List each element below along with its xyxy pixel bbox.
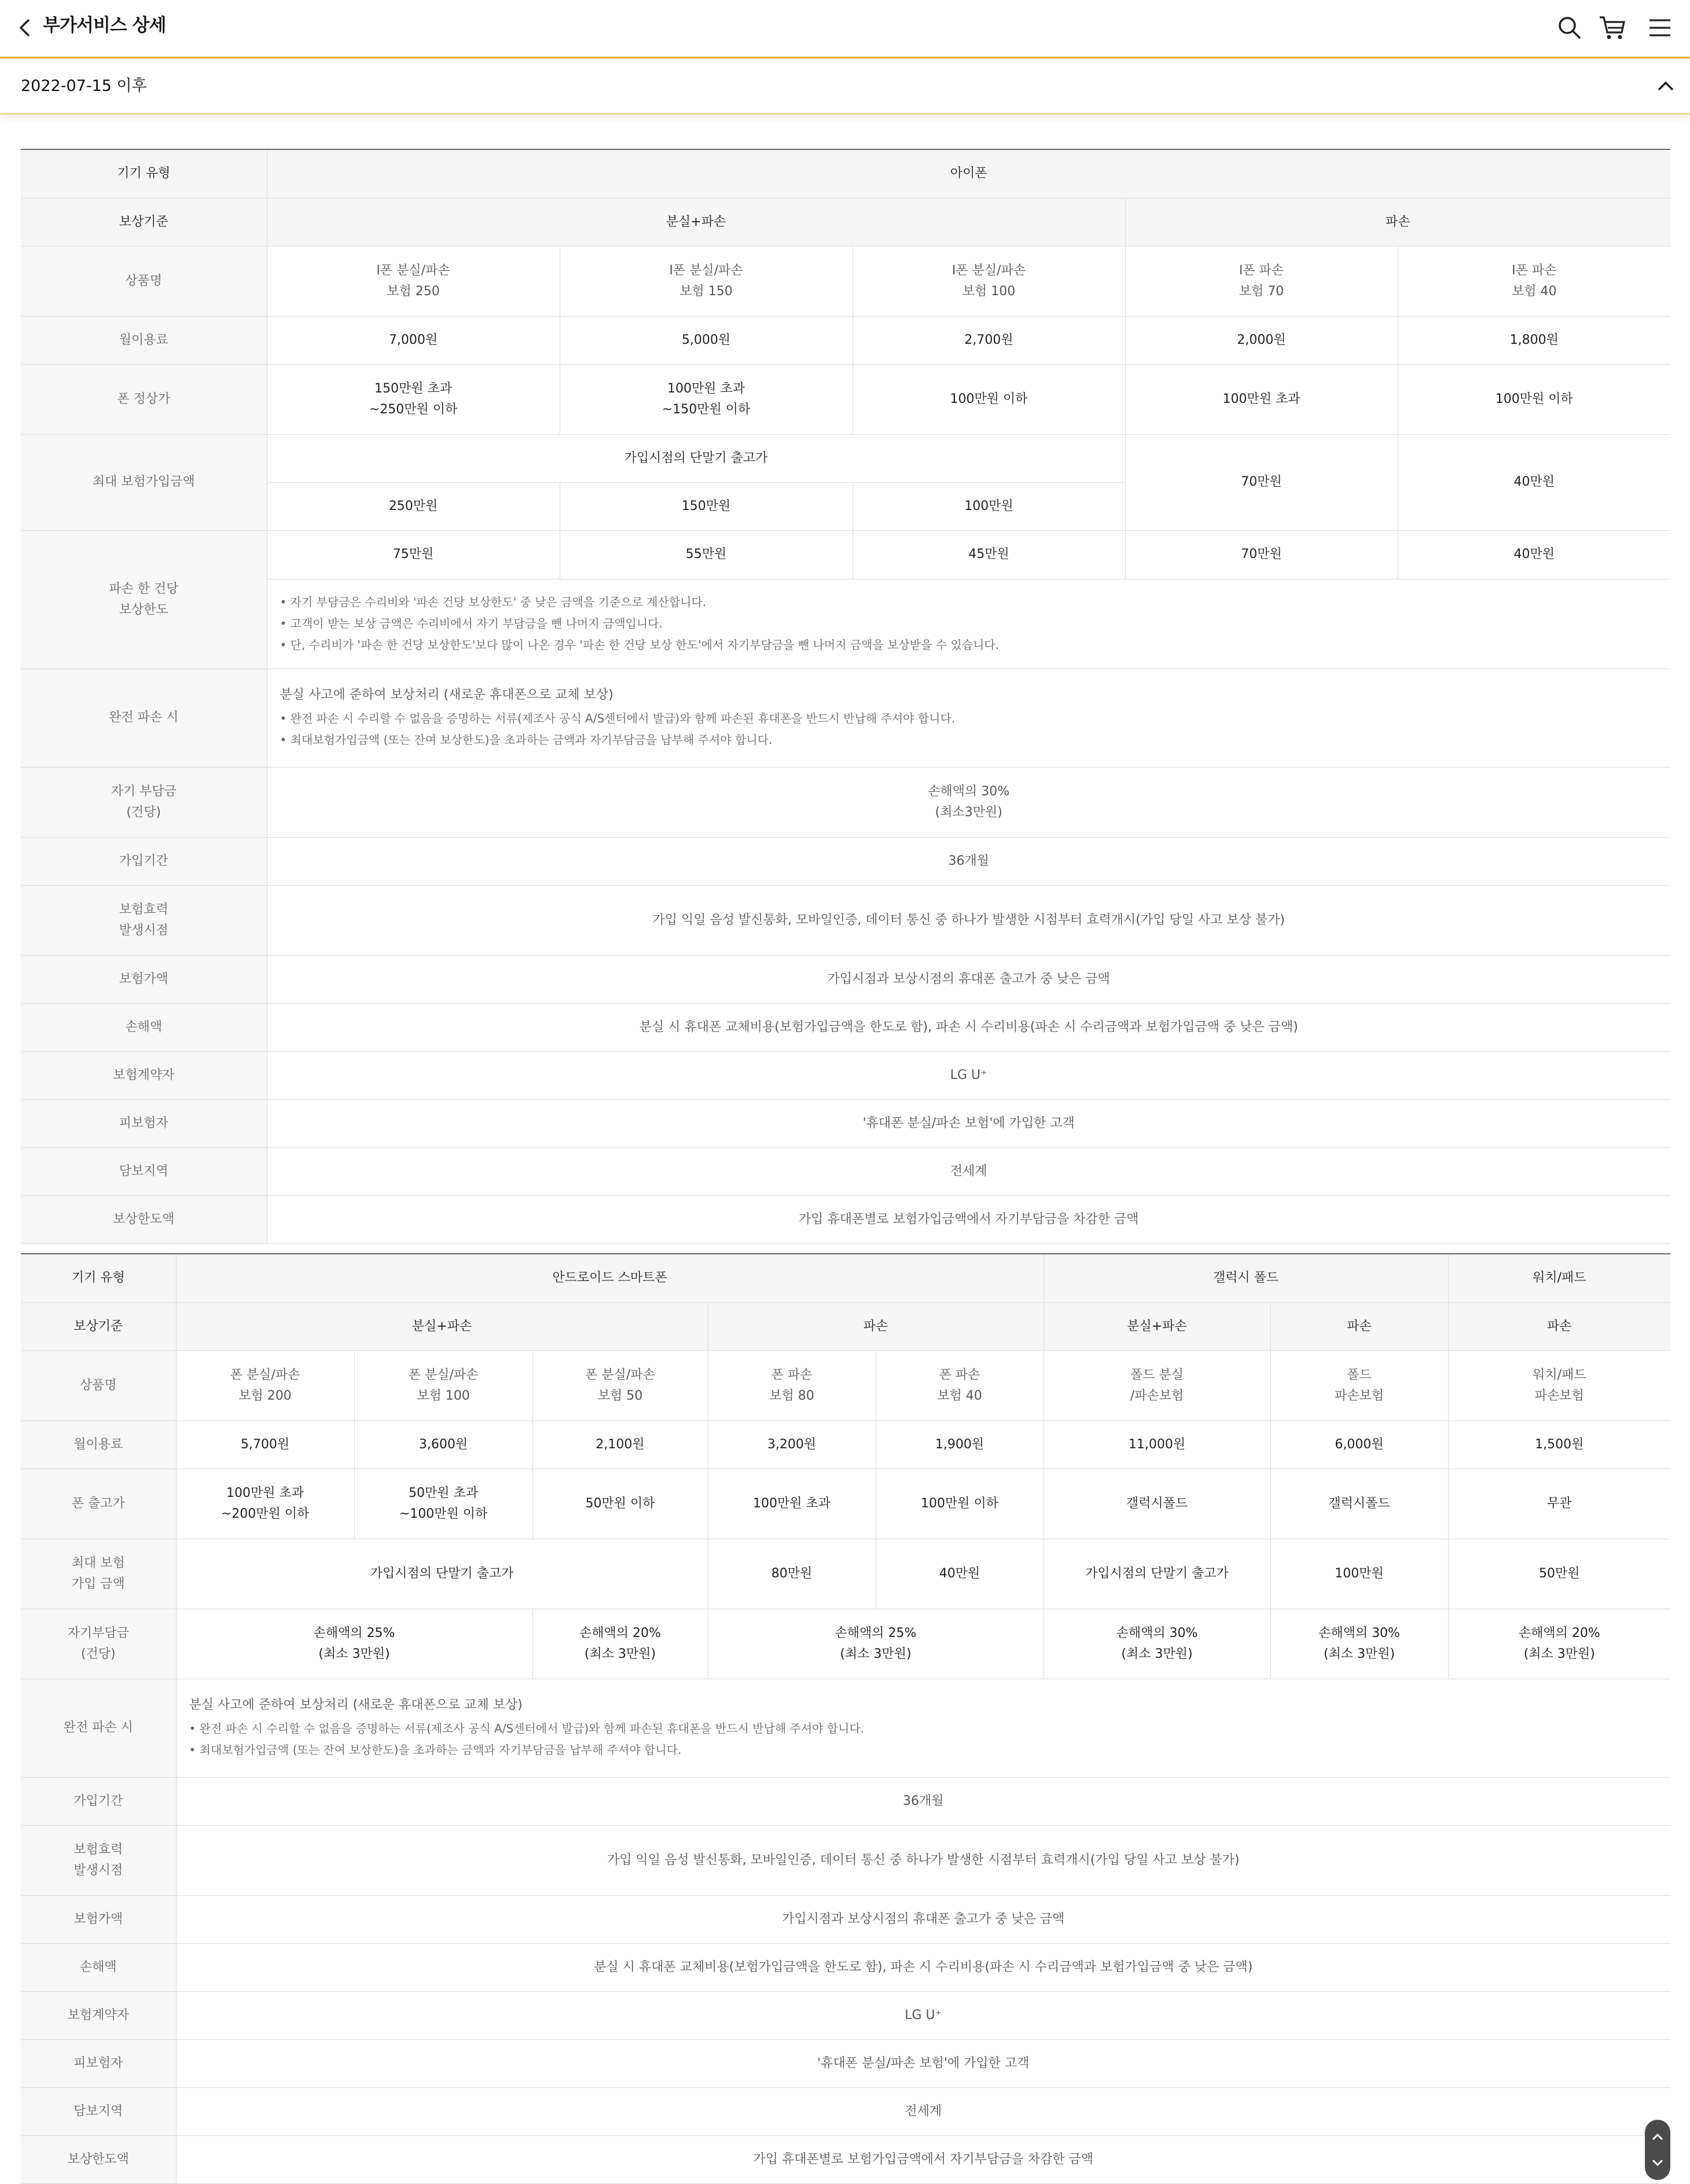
- phone-price: 100만원 초과 ~200만원 이하: [176, 1469, 354, 1539]
- note-item: • 최대보험가입금액 (또는 잔여 보상한도)을 초과하는 금액과 자기부담금을 납부해 주셔야 합니다.: [189, 1739, 1658, 1761]
- damage-limit-value: 75만원: [267, 530, 560, 579]
- damage-limit-value: 55만원: [560, 530, 853, 579]
- row-value: 가입 휴대폰별로 보험가입금액에서 자기부담금을 차감한 금액: [267, 1195, 1670, 1243]
- iphone-insurance-table: [21, 149, 1670, 1244]
- row-label: 담보지역: [21, 2087, 176, 2135]
- deductible-value: 손해액의 20% (최소 3만원): [1448, 1609, 1670, 1679]
- scroll-buttons: [1645, 2120, 1670, 2180]
- max-insured-value: 가입시점의 단말기 출고가: [1044, 1539, 1270, 1609]
- row-value: 전세계: [267, 1147, 1670, 1195]
- product-name: 폰 분실/파손 보험 50: [532, 1350, 708, 1420]
- damage-limit-value: 40만원: [1398, 530, 1670, 579]
- monthly-fee: 5,700원: [176, 1420, 354, 1469]
- chevron-down-icon[interactable]: [1648, 2153, 1667, 2172]
- max-insured-value: 150만원: [560, 482, 853, 530]
- max-insured-label: 최대 보험 가입 금액: [21, 1539, 176, 1609]
- monthly-fee-label: 월이용료: [21, 316, 267, 364]
- criteria-label: 보상기준: [21, 1302, 176, 1350]
- criteria-label: 보상기준: [21, 198, 267, 246]
- row-value: 36개월: [267, 837, 1670, 885]
- monthly-fee: 2,700원: [853, 316, 1125, 364]
- row-value: 가입시점과 보상시점의 휴대폰 출고가 중 낮은 금액: [267, 955, 1670, 1003]
- max-insured-value: 50만원: [1448, 1539, 1670, 1609]
- phone-price-label: 폰 출고가: [21, 1469, 176, 1539]
- deductible-value: 손해액의 20% (최소 3만원): [532, 1609, 708, 1679]
- row-label: 보상한도액: [21, 1195, 267, 1243]
- product-name: 워치/패드 파손보험: [1448, 1350, 1670, 1420]
- row-value: 분실 시 휴대폰 교체비용(보험가입금액을 한도로 함), 파손 시 수리비용(파손 시 수리금액과 보험가입금액 중 낮은 금액): [267, 1003, 1670, 1051]
- phone-price: 100만원 초과 ~150만원 이하: [560, 364, 853, 434]
- phone-price: 무관: [1448, 1469, 1670, 1539]
- total-loss-label: 완전 파손 시: [21, 669, 267, 767]
- product-name: 폰 파손 보험 40: [876, 1350, 1044, 1420]
- product-name: I폰 분실/파손 보험 150: [560, 246, 853, 316]
- phone-price-label: 폰 정상가: [21, 364, 267, 434]
- product-name: 폰 분실/파손 보험 200: [176, 1350, 354, 1420]
- phone-price: 100만원 이하: [853, 364, 1125, 434]
- row-label: 보험가액: [21, 1895, 176, 1943]
- note-item: • 최대보험가입금액 (또는 잔여 보상한도)을 초과하는 금액과 자기부담금을 납부해 주셔야 합니다.: [280, 729, 1658, 751]
- damage-limit-label: 파손 한 건당 보상한도: [21, 530, 267, 669]
- total-loss-notes: [267, 669, 1670, 767]
- max-insured-value: 70만원: [1125, 434, 1398, 530]
- row-label: 보험효력 발생시점: [21, 1825, 176, 1895]
- row-label: 담보지역: [21, 1147, 267, 1195]
- device-type-label: 기기 유형: [21, 149, 267, 198]
- row-label: 보험계약자: [21, 1991, 176, 2039]
- row-label: 보상한도액: [21, 2135, 176, 2183]
- damage-notes: [267, 579, 1670, 669]
- monthly-fee: 3,200원: [708, 1420, 876, 1469]
- monthly-fee: 1,900원: [876, 1420, 1044, 1469]
- product-label: 상품명: [21, 1350, 176, 1420]
- phone-price: 50만원 초과 ~100만원 이하: [354, 1469, 532, 1539]
- device-type-label: 기기 유형: [21, 1254, 176, 1302]
- row-value: 분실 시 휴대폰 교체비용(보험가입금액을 한도로 함), 파손 시 수리비용(파손 시 수리금액과 보험가입금액 중 낮은 금액): [176, 1943, 1670, 1991]
- row-value: LG U⁺: [267, 1051, 1670, 1099]
- damage-limit-value: 45만원: [853, 530, 1125, 579]
- back-arrow-icon[interactable]: [13, 15, 38, 41]
- total-loss-label: 완전 파손 시: [21, 1679, 176, 1777]
- criteria-value: 분실+파손: [176, 1302, 708, 1350]
- row-value: LG U⁺: [176, 1991, 1670, 2039]
- max-insured-value: 80만원: [708, 1539, 876, 1609]
- max-insured-value: 40만원: [876, 1539, 1044, 1609]
- device-type-value: 워치/패드: [1448, 1254, 1670, 1302]
- total-loss-lead: 분실 사고에 준하여 보상처리 (새로운 휴대폰으로 교체 보상): [189, 1698, 523, 1712]
- total-loss-notes: [176, 1679, 1670, 1777]
- note-item: • 완전 파손 시 수리할 수 없음을 증명하는 서류(제조사 공식 A/S센터에서 발급)와 함께 파손된 휴대폰을 반드시 반납해 주셔야 합니다.: [189, 1718, 1658, 1739]
- date-accordion[interactable]: [0, 57, 1690, 115]
- device-type-value: 갤럭시 폴드: [1044, 1254, 1448, 1302]
- deductible-value: 손해액의 30% (최소 3만원): [1270, 1609, 1448, 1679]
- deductible-value: 손해액의 25% (최소 3만원): [708, 1609, 1044, 1679]
- row-label: 가입기간: [21, 837, 267, 885]
- product-name: 폴드 파손보험: [1270, 1350, 1448, 1420]
- phone-price: 100만원 초과: [708, 1469, 876, 1539]
- deductible-label: 자기부담금 (건당): [21, 1609, 176, 1679]
- criteria-value: 분실+파손: [1044, 1302, 1270, 1350]
- row-value: 가입 익일 음성 발신통화, 모바일인증, 데이터 통신 중 하나가 발생한 시점부터 효력개시(가입 당일 사고 보상 불가): [176, 1825, 1670, 1895]
- android-insurance-table: [21, 1253, 1670, 2184]
- monthly-fee: 2,100원: [532, 1420, 708, 1469]
- chevron-up-icon[interactable]: [1648, 2128, 1667, 2146]
- max-insured-value: 100만원: [853, 482, 1125, 530]
- page-title: 부가서비스 상세: [43, 15, 166, 36]
- note-item: • 고객이 받는 보상 금액은 수리비에서 자기 부담금을 뺀 나머지 금액입니다.: [280, 613, 1658, 634]
- product-name: I폰 분실/파손 보험 100: [853, 246, 1125, 316]
- max-insured-value: 40만원: [1398, 434, 1670, 530]
- product-name: I폰 분실/파손 보험 250: [267, 246, 560, 316]
- device-type-value: 아이폰: [267, 149, 1670, 198]
- monthly-fee: 1,800원: [1398, 316, 1670, 364]
- row-label: 보험가액: [21, 955, 267, 1003]
- deductible-label: 자기 부담금 (건당): [21, 767, 267, 837]
- monthly-fee: 1,500원: [1448, 1420, 1670, 1469]
- chevron-up-icon[interactable]: [1653, 74, 1678, 99]
- max-insured-value: 100만원: [1270, 1539, 1448, 1609]
- max-insured-value: 250만원: [267, 482, 560, 530]
- note-item: • 단, 수리비가 '파손 한 건당 보상한도'보다 많이 나온 경우 '파손 한 건당 보상 한도'에서 자기부담금을 뺀 나머지 금액을 보상받을 수 있습니다.: [280, 634, 1658, 656]
- total-loss-lead: 분실 사고에 준하여 보상처리 (새로운 휴대폰으로 교체 보상): [280, 688, 613, 702]
- product-name: 폰 분실/파손 보험 100: [354, 1350, 532, 1420]
- product-name: I폰 파손 보험 70: [1125, 246, 1398, 316]
- phone-price: 갤럭시폴드: [1044, 1469, 1270, 1539]
- criteria-loss-damage: 분실+파손: [267, 198, 1125, 246]
- note-item: • 자기 부담금은 수리비와 '파손 건당 보상한도' 중 낮은 금액을 기준으로 계산합니다.: [280, 592, 1658, 613]
- search-icon[interactable]: [1555, 13, 1585, 43]
- row-value: 가입시점과 보상시점의 휴대폰 출고가 중 낮은 금액: [176, 1895, 1670, 1943]
- damage-limit-value: 70만원: [1125, 530, 1398, 579]
- date-label: 2022-07-15 이후: [21, 77, 147, 95]
- monthly-fee: 6,000원: [1270, 1420, 1448, 1469]
- row-value: '휴대폰 분실/파손 보험'에 가입한 고객: [267, 1099, 1670, 1147]
- row-value: '휴대폰 분실/파손 보험'에 가입한 고객: [176, 2039, 1670, 2087]
- row-label: 가입기간: [21, 1777, 176, 1825]
- monthly-fee: 11,000원: [1044, 1420, 1270, 1469]
- product-label: 상품명: [21, 246, 267, 316]
- phone-price: 100만원 초과: [1125, 364, 1398, 434]
- row-value: 가입 익일 음성 발신통화, 모바일인증, 데이터 통신 중 하나가 발생한 시점부터 효력개시(가입 당일 사고 보상 불가): [267, 885, 1670, 955]
- row-label: 손해액: [21, 1943, 176, 1991]
- criteria-value: 파손: [708, 1302, 1044, 1350]
- criteria-damage: 파손: [1125, 198, 1670, 246]
- criteria-value: 파손: [1448, 1302, 1670, 1350]
- monthly-fee-label: 월이용료: [21, 1420, 176, 1469]
- app-header: [0, 0, 1690, 56]
- row-value: 전세계: [176, 2087, 1670, 2135]
- max-insured-header: 가입시점의 단말기 출고가: [267, 434, 1125, 482]
- product-name: 폴드 분실 /파손보험: [1044, 1350, 1270, 1420]
- criteria-value: 파손: [1270, 1302, 1448, 1350]
- row-value: 36개월: [176, 1777, 1670, 1825]
- row-label: 피보험자: [21, 1099, 267, 1147]
- monthly-fee: 7,000원: [267, 316, 560, 364]
- phone-price: 50만원 이하: [532, 1469, 708, 1539]
- phone-price: 100만원 이하: [1398, 364, 1670, 434]
- note-item: • 완전 파손 시 수리할 수 없음을 증명하는 서류(제조사 공식 A/S센터에서 발급)와 함께 파손된 휴대폰을 반드시 반납해 주셔야 합니다.: [280, 708, 1658, 729]
- monthly-fee: 3,600원: [354, 1420, 532, 1469]
- row-label: 보험계약자: [21, 1051, 267, 1099]
- deductible-value: 손해액의 30% (최소 3만원): [1044, 1609, 1270, 1679]
- menu-icon[interactable]: [1645, 13, 1675, 43]
- max-insured-label: 최대 보험가입금액: [21, 434, 267, 530]
- row-label: 보험효력 발생시점: [21, 885, 267, 955]
- deductible-value: 손해액의 25% (최소 3만원): [176, 1609, 532, 1679]
- phone-price: 150만원 초과 ~250만원 이하: [267, 364, 560, 434]
- monthly-fee: 5,000원: [560, 316, 853, 364]
- row-value: 가입 휴대폰별로 보험가입금액에서 자기부담금을 차감한 금액: [176, 2135, 1670, 2183]
- device-type-value: 안드로이드 스마트폰: [176, 1254, 1044, 1302]
- phone-price: 100만원 이하: [876, 1469, 1044, 1539]
- row-label: 피보험자: [21, 2039, 176, 2087]
- product-name: I폰 파손 보험 40: [1398, 246, 1670, 316]
- max-insured-value: 가입시점의 단말기 출고가: [176, 1539, 708, 1609]
- deductible-value: 손해액의 30% (최소3만원): [267, 767, 1670, 837]
- phone-price: 갤럭시폴드: [1270, 1469, 1448, 1539]
- monthly-fee: 2,000원: [1125, 316, 1398, 364]
- product-name: 폰 파손 보험 80: [708, 1350, 876, 1420]
- row-label: 손해액: [21, 1003, 267, 1051]
- cart-icon[interactable]: [1597, 13, 1627, 43]
